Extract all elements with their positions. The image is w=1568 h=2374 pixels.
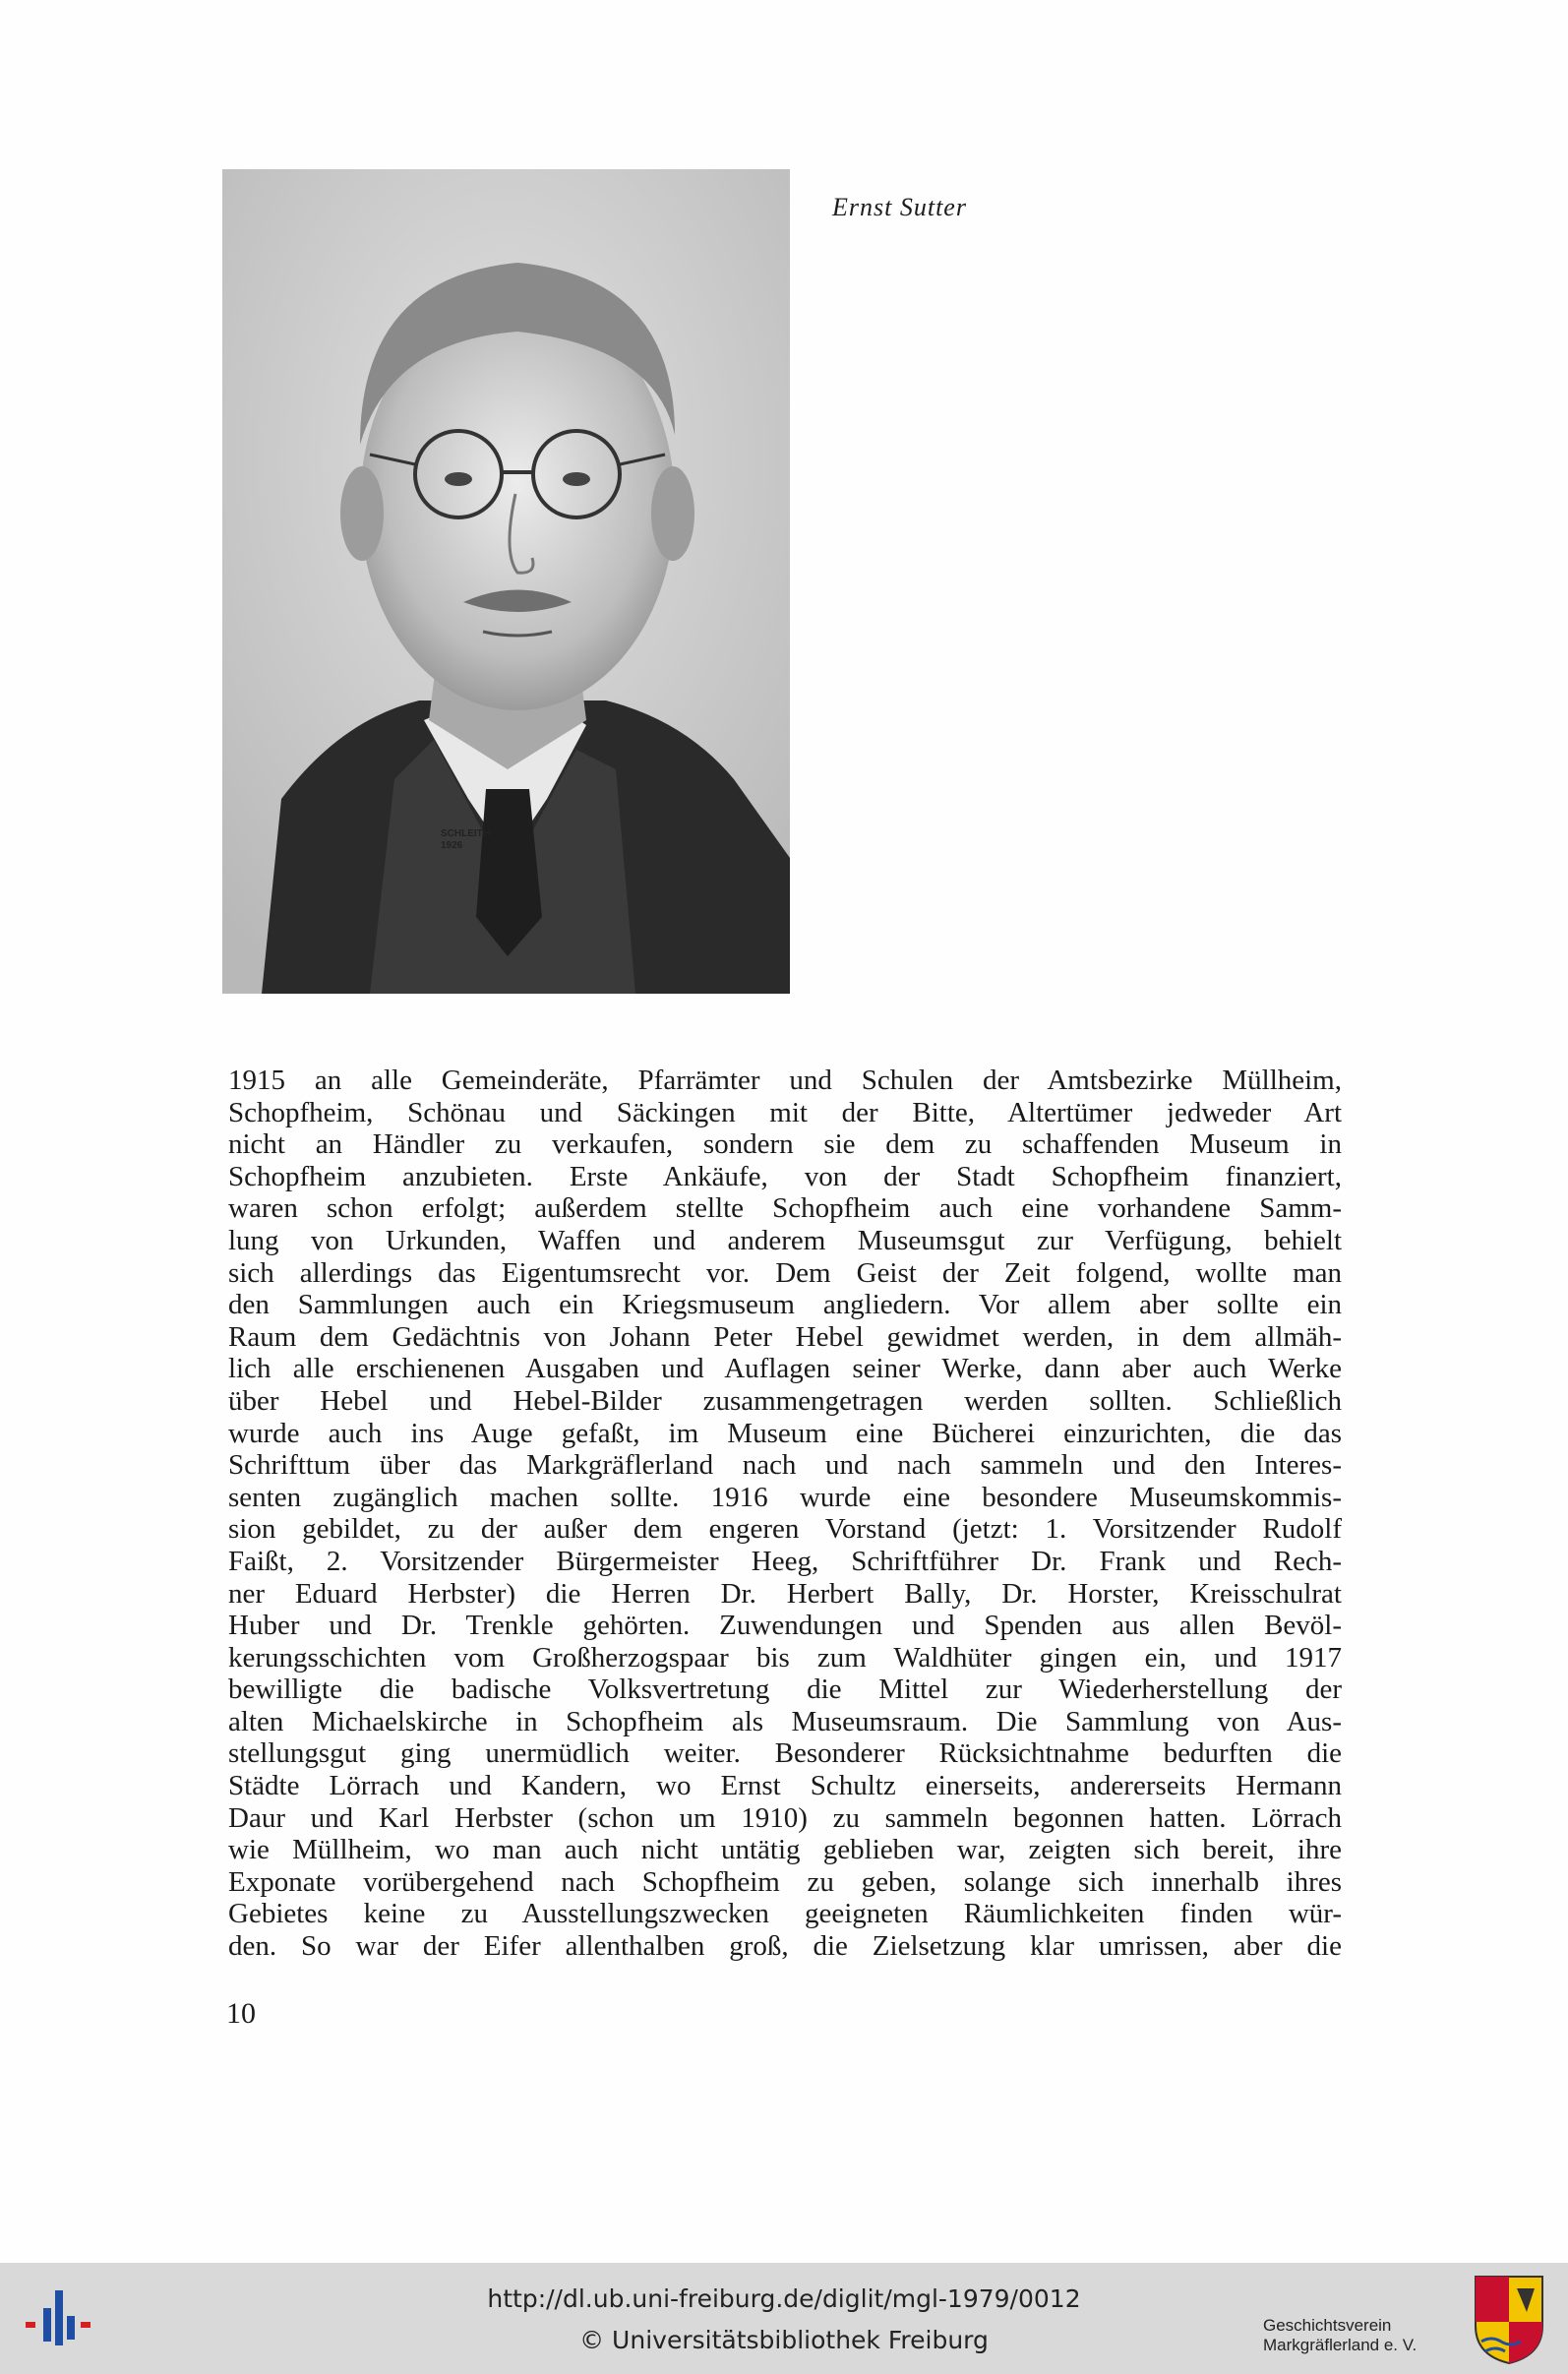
signature-name: SCHLEITH <box>441 828 490 839</box>
body-text-line: Faißt, 2. Vorsitzender Bürgermeister Heeg, Schriftführer Dr. Frank und Rech- <box>228 1545 1342 1577</box>
body-text-line: Huber und Dr. Trenkle gehörten. Zuwendungen und Spenden aus allen Bevöl- <box>228 1610 1342 1642</box>
footer-copyright: © Universitätsbibliothek Freiburg <box>579 2326 989 2354</box>
body-text-line: wie Müllheim, wo man auch nicht untätig geblieben war, zeigten sich bereit, ihre <box>228 1834 1342 1866</box>
body-text-line: 1915 an alle Gemeinderäte, Pfarrämter und Schulen der Amtsbezirke Müllheim, <box>228 1065 1342 1096</box>
body-text-line: Gebietes keine zu Ausstellungszwecken geeigneten Räumlichkeiten finden wür- <box>228 1898 1342 1930</box>
portrait-signature <box>441 828 490 852</box>
body-text-line: sion gebildet, zu der außer dem engeren Vorstand (jetzt: 1. Vorsitzender Rudolf <box>228 1513 1342 1546</box>
body-text-line: senten zugänglich machen sollte. 1916 wurde eine besondere Museumskommis- <box>228 1481 1342 1513</box>
body-text-line: kerungsschichten vom Großherzogspaar bis zum Waldhüter gingen ein, und 1917 <box>228 1641 1342 1674</box>
body-text-line: sich allerdings das Eigentumsrecht vor. Dem Geist der Zeit folgend, wollte man <box>228 1256 1342 1289</box>
body-text-line: Städte Lörrach und Kandern, wo Ernst Schultz einerseits, andererseits Hermann <box>228 1770 1342 1802</box>
society-name <box>1263 2316 1470 2355</box>
body-text-line: Schopfheim anzubieten. Erste Ankäufe, von der Stadt Schopfheim finanziert, <box>228 1160 1342 1192</box>
body-text-line: den. So war der Eifer allenthalben groß, die Zielsetzung klar umrissen, aber die <box>228 1930 1342 1963</box>
body-text <box>228 1065 1342 1963</box>
body-text-line: alten Michaelskirche in Schopfheim als Museumsraum. Die Sammlung von Aus- <box>228 1705 1342 1737</box>
body-text-line: waren schon erfolgt; außerdem stellte Schopfheim auch eine vorhandene Samm- <box>228 1192 1342 1225</box>
body-text-line: Daur und Karl Herbster (schon um 1910) zu sammeln begonnen hatten. Lörrach <box>228 1801 1342 1834</box>
body-text-line: lung von Urkunden, Waffen und anderem Museumsgut zur Verfügung, behielt <box>228 1224 1342 1256</box>
society-name-line1: Geschichtsverein <box>1263 2316 1392 2335</box>
body-text-line: Schrifttum über das Markgräflerland nach und nach sammeln und den Interes- <box>228 1449 1342 1482</box>
body-text-line: stellungsgut ging unermüdlich weiter. Besonderer Rücksichtnahme bedurften die <box>228 1737 1342 1770</box>
portrait-caption: Ernst Sutter <box>832 193 967 221</box>
page-number: 10 <box>226 1997 256 2030</box>
body-text-line: wurde auch ins Auge gefaßt, im Museum eine Bücherei einzurichten, die das <box>228 1417 1342 1449</box>
body-text-line: ner Eduard Herbster) die Herren Dr. Herbert Bally, Dr. Horster, Kreisschulrat <box>228 1577 1342 1610</box>
body-text-line: Raum dem Gedächtnis von Johann Peter Hebel gewidmet werden, in dem allmäh- <box>228 1320 1342 1353</box>
coat-of-arms-icon[interactable] <box>1472 2273 1546 2365</box>
body-text-line: lich alle erschienenen Ausgaben und Auflagen seiner Werke, dann aber auch Werke <box>228 1353 1342 1385</box>
footer-url-link[interactable]: http://dl.ub.uni-freiburg.de/diglit/mgl-1979/0012 <box>487 2284 1081 2313</box>
body-text-line: bewilligte die badische Volksvertretung die Mittel zur Wiederherstellung der <box>228 1674 1342 1706</box>
body-text-line: nicht an Händler zu verkaufen, sondern sie dem zu schaffenden Museum in <box>228 1128 1342 1161</box>
body-text-line: Exponate vorübergehend nach Schopfheim zu geben, solange sich innerhalb ihres <box>228 1865 1342 1898</box>
footer-bar <box>0 2263 1568 2374</box>
portrait-photo <box>222 169 790 994</box>
body-text-line: über Hebel und Hebel-Bilder zusammengetragen werden sollten. Schließlich <box>228 1384 1342 1417</box>
body-text-line: Schopfheim, Schönau und Säckingen mit der Bitte, Altertümer jedweder Art <box>228 1096 1342 1128</box>
body-text-line: den Sammlungen auch ein Kriegsmuseum angliedern. Vor allem aber sollte ein <box>228 1289 1342 1321</box>
society-name-line2: Markgräflerland e. V. <box>1263 2336 1417 2354</box>
signature-year: 1926 <box>441 840 463 851</box>
portrait-illustration <box>222 169 790 994</box>
